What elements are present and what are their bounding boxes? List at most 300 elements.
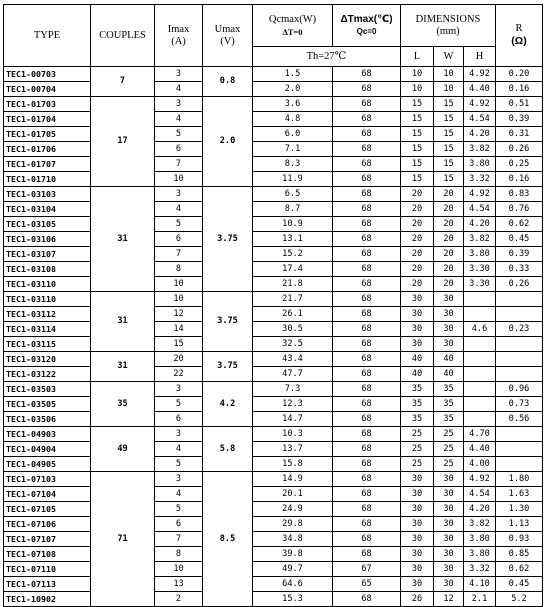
cell-height: 4.54	[464, 202, 496, 217]
cell-width: 30	[434, 472, 464, 487]
cell-qcmax: 49.7	[253, 562, 333, 577]
cell-imax: 10	[155, 277, 203, 292]
dim-header-length: L	[401, 47, 434, 67]
table-row	[4, 397, 543, 412]
table-row	[4, 277, 543, 292]
cell-height: 3.82	[464, 142, 496, 157]
cell-height: 4.54	[464, 112, 496, 127]
cell-type: TEC1-07104	[4, 487, 91, 502]
cell-resistance: 0.16	[496, 82, 543, 97]
table-row	[4, 442, 543, 457]
cell-qcmax: 7.1	[253, 142, 333, 157]
cell-imax: 4	[155, 487, 203, 502]
cell-umax: 4.2	[203, 382, 253, 427]
cell-height: 3.80	[464, 157, 496, 172]
cell-length: 30	[401, 502, 434, 517]
cell-width: 30	[434, 547, 464, 562]
cell-width: 12	[434, 592, 464, 607]
table-row	[4, 112, 543, 127]
cell-dtmax: 68	[333, 217, 401, 232]
cell-dtmax: 68	[333, 322, 401, 337]
cell-width: 20	[434, 217, 464, 232]
cell-height: 4.6	[464, 322, 496, 337]
cell-qcmax: 64.6	[253, 577, 333, 592]
cell-dtmax: 68	[333, 187, 401, 202]
cell-couples: 7	[91, 67, 155, 97]
cell-width: 35	[434, 397, 464, 412]
cell-length: 20	[401, 202, 434, 217]
cell-dtmax: 68	[333, 277, 401, 292]
cell-dtmax: 68	[333, 292, 401, 307]
cell-dtmax: 67	[333, 562, 401, 577]
table-row	[4, 547, 543, 562]
cell-qcmax: 34.8	[253, 532, 333, 547]
cell-dtmax: 68	[333, 397, 401, 412]
cell-resistance: 1.13	[496, 517, 543, 532]
cell-dtmax: 68	[333, 262, 401, 277]
cell-length: 26	[401, 592, 434, 607]
cell-length: 30	[401, 532, 434, 547]
cell-imax: 8	[155, 262, 203, 277]
cell-dtmax: 68	[333, 502, 401, 517]
cell-imax: 3	[155, 427, 203, 442]
dtmax-condition: Qc=0	[356, 26, 377, 36]
cell-dtmax: 68	[333, 427, 401, 442]
cell-type: TEC1-03106	[4, 232, 91, 247]
cell-height: 3.32	[464, 172, 496, 187]
cell-height: 3.80	[464, 247, 496, 262]
cell-length: 25	[401, 442, 434, 457]
cell-length: 35	[401, 397, 434, 412]
cell-qcmax: 14.9	[253, 472, 333, 487]
cell-dtmax: 68	[333, 547, 401, 562]
cell-imax: 10	[155, 292, 203, 307]
table-row	[4, 202, 543, 217]
cell-type: TEC1-01705	[4, 127, 91, 142]
cell-resistance: 0.83	[496, 187, 543, 202]
cell-umax: 8.5	[203, 472, 253, 607]
cell-qcmax: 39.8	[253, 547, 333, 562]
cell-type: TEC1-03110	[4, 277, 91, 292]
table-row	[4, 217, 543, 232]
table-row	[4, 142, 543, 157]
cell-type: TEC1-00704	[4, 82, 91, 97]
table-row	[4, 262, 543, 277]
cell-dtmax: 68	[333, 82, 401, 97]
cell-type: TEC1-07105	[4, 502, 91, 517]
cell-height: 4.00	[464, 457, 496, 472]
cell-height: 4.40	[464, 442, 496, 457]
resistance-unit: (Ω)	[511, 35, 527, 47]
cell-length: 35	[401, 412, 434, 427]
table-row	[4, 127, 543, 142]
table-row	[4, 322, 543, 337]
cell-qcmax: 10.3	[253, 427, 333, 442]
cell-imax: 4	[155, 82, 203, 97]
cell-width: 15	[434, 97, 464, 112]
cell-width: 30	[434, 532, 464, 547]
cell-type: TEC1-03503	[4, 382, 91, 397]
cell-height: 4.92	[464, 472, 496, 487]
cell-type: TEC1-03108	[4, 262, 91, 277]
cell-height	[464, 367, 496, 382]
cell-dtmax: 68	[333, 517, 401, 532]
cell-dtmax: 68	[333, 382, 401, 397]
cell-resistance: 0.96	[496, 382, 543, 397]
cell-type: TEC1-07103	[4, 472, 91, 487]
cell-height: 3.30	[464, 277, 496, 292]
cell-resistance: 0.45	[496, 577, 543, 592]
cell-imax: 6	[155, 517, 203, 532]
cell-dtmax: 68	[333, 172, 401, 187]
cell-qcmax: 30.5	[253, 322, 333, 337]
cell-length: 10	[401, 82, 434, 97]
cell-type: TEC1-01704	[4, 112, 91, 127]
col-header-type: TYPE	[4, 5, 91, 67]
cell-width: 15	[434, 112, 464, 127]
cell-width: 20	[434, 232, 464, 247]
dtmax-label: ΔTmax(℃)	[340, 13, 393, 25]
cell-length: 20	[401, 277, 434, 292]
cell-umax: 3.75	[203, 187, 253, 292]
cell-imax: 3	[155, 67, 203, 82]
cell-length: 30	[401, 472, 434, 487]
cell-type: TEC1-10902	[4, 592, 91, 607]
cell-length: 30	[401, 547, 434, 562]
cell-couples: 49	[91, 427, 155, 472]
cell-type: TEC1-00703	[4, 67, 91, 82]
cell-imax: 3	[155, 97, 203, 112]
cell-resistance: 0.39	[496, 112, 543, 127]
cell-width: 10	[434, 67, 464, 82]
cell-imax: 5	[155, 217, 203, 232]
cell-width: 25	[434, 442, 464, 457]
cell-type: TEC1-03104	[4, 202, 91, 217]
table-row	[4, 82, 543, 97]
cell-type: TEC1-03122	[4, 367, 91, 382]
table-row	[4, 487, 543, 502]
cell-qcmax: 20.1	[253, 487, 333, 502]
cell-resistance: 0.25	[496, 157, 543, 172]
cell-dtmax: 68	[333, 157, 401, 172]
cell-resistance: 0.45	[496, 232, 543, 247]
table-row	[4, 592, 543, 607]
cell-qcmax: 43.4	[253, 352, 333, 367]
cell-height: 4.20	[464, 217, 496, 232]
table-row	[4, 502, 543, 517]
cell-resistance: 1.80	[496, 472, 543, 487]
cell-resistance	[496, 307, 543, 322]
cell-couples: 31	[91, 352, 155, 382]
cell-umax: 2.0	[203, 97, 253, 187]
cell-width: 20	[434, 262, 464, 277]
cell-dtmax: 68	[333, 487, 401, 502]
cell-type: TEC1-03107	[4, 247, 91, 262]
cell-width: 15	[434, 157, 464, 172]
cell-width: 30	[434, 577, 464, 592]
cell-height: 3.82	[464, 517, 496, 532]
cell-qcmax: 32.5	[253, 337, 333, 352]
cell-length: 15	[401, 97, 434, 112]
cell-qcmax: 47.7	[253, 367, 333, 382]
cell-dtmax: 68	[333, 442, 401, 457]
cell-length: 15	[401, 127, 434, 142]
cell-imax: 3	[155, 382, 203, 397]
table-row	[4, 292, 543, 307]
table-row	[4, 517, 543, 532]
cell-height: 4.20	[464, 502, 496, 517]
cell-couples: 71	[91, 472, 155, 607]
cell-qcmax: 10.9	[253, 217, 333, 232]
cell-qcmax: 15.3	[253, 592, 333, 607]
cell-width: 10	[434, 82, 464, 97]
cell-height: 3.32	[464, 562, 496, 577]
cell-height: 2.1	[464, 592, 496, 607]
cell-qcmax: 26.1	[253, 307, 333, 322]
cell-type: TEC1-07107	[4, 532, 91, 547]
cell-type: TEC1-03103	[4, 187, 91, 202]
cell-qcmax: 13.1	[253, 232, 333, 247]
cell-length: 25	[401, 427, 434, 442]
cell-imax: 13	[155, 577, 203, 592]
cell-height: 4.54	[464, 487, 496, 502]
cell-resistance: 1.63	[496, 487, 543, 502]
cell-width: 20	[434, 187, 464, 202]
col-header-dtmax	[333, 5, 401, 47]
cell-height: 4.92	[464, 187, 496, 202]
table-row	[4, 472, 543, 487]
cell-couples: 31	[91, 187, 155, 292]
cell-height: 4.92	[464, 97, 496, 112]
col-header-resistance	[496, 5, 543, 67]
cell-dtmax: 68	[333, 337, 401, 352]
cell-length: 20	[401, 187, 434, 202]
cell-imax: 7	[155, 247, 203, 262]
cell-dtmax: 68	[333, 532, 401, 547]
cell-qcmax: 14.7	[253, 412, 333, 427]
spec-table-container	[3, 4, 543, 607]
cell-qcmax: 17.4	[253, 262, 333, 277]
cell-width: 15	[434, 127, 464, 142]
cell-qcmax: 7.3	[253, 382, 333, 397]
table-row	[4, 172, 543, 187]
imax-label: Imax	[167, 23, 190, 35]
cell-dtmax: 68	[333, 592, 401, 607]
cell-length: 20	[401, 217, 434, 232]
cell-resistance: 0.26	[496, 277, 543, 292]
cell-length: 30	[401, 487, 434, 502]
cell-height: 4.92	[464, 67, 496, 82]
cell-couples: 35	[91, 382, 155, 427]
cell-imax: 3	[155, 187, 203, 202]
cell-height: 4.20	[464, 127, 496, 142]
cell-imax: 12	[155, 307, 203, 322]
cell-height	[464, 307, 496, 322]
cell-length: 15	[401, 157, 434, 172]
cell-type: TEC1-03114	[4, 322, 91, 337]
cell-qcmax: 15.8	[253, 457, 333, 472]
table-row	[4, 577, 543, 592]
cell-width: 30	[434, 292, 464, 307]
cell-type: TEC1-04904	[4, 442, 91, 457]
cell-resistance: 0.85	[496, 547, 543, 562]
cell-couples: 17	[91, 97, 155, 187]
cell-type: TEC1-07113	[4, 577, 91, 592]
cell-length: 20	[401, 247, 434, 262]
umax-unit: (V)	[220, 35, 235, 47]
cell-dtmax: 68	[333, 232, 401, 247]
cell-qcmax: 8.3	[253, 157, 333, 172]
cell-width: 30	[434, 487, 464, 502]
cell-length: 15	[401, 142, 434, 157]
cell-width: 35	[434, 412, 464, 427]
cell-width: 25	[434, 427, 464, 442]
cell-length: 20	[401, 232, 434, 247]
cell-type: TEC1-03115	[4, 337, 91, 352]
cell-width: 30	[434, 322, 464, 337]
cell-length: 30	[401, 292, 434, 307]
cell-dtmax: 68	[333, 142, 401, 157]
cell-imax: 4	[155, 112, 203, 127]
cell-width: 20	[434, 202, 464, 217]
cell-width: 40	[434, 352, 464, 367]
col-header-dimensions	[401, 5, 496, 47]
cell-type: TEC1-01706	[4, 142, 91, 157]
cell-resistance: 0.62	[496, 217, 543, 232]
cell-dtmax: 68	[333, 247, 401, 262]
cell-length: 30	[401, 322, 434, 337]
cell-imax: 5	[155, 457, 203, 472]
cell-imax: 20	[155, 352, 203, 367]
cell-length: 40	[401, 367, 434, 382]
cell-umax: 3.75	[203, 352, 253, 382]
cell-imax: 15	[155, 337, 203, 352]
cell-width: 30	[434, 307, 464, 322]
cell-width: 20	[434, 277, 464, 292]
cell-qcmax: 6.5	[253, 187, 333, 202]
cell-dtmax: 68	[333, 112, 401, 127]
cell-qcmax: 21.8	[253, 277, 333, 292]
cell-imax: 22	[155, 367, 203, 382]
cell-qcmax: 4.8	[253, 112, 333, 127]
cell-resistance	[496, 352, 543, 367]
cell-couples: 31	[91, 292, 155, 352]
col-header-qcmax	[253, 5, 333, 47]
cell-height: 3.30	[464, 262, 496, 277]
cell-resistance: 0.73	[496, 397, 543, 412]
cell-length: 30	[401, 307, 434, 322]
resistance-label: R	[515, 23, 523, 34]
dim-header-height: H	[464, 47, 496, 67]
umax-label: Umax	[214, 23, 241, 35]
cell-imax: 6	[155, 142, 203, 157]
cell-resistance: 0.51	[496, 97, 543, 112]
cell-dtmax: 65	[333, 577, 401, 592]
cell-resistance: 0.93	[496, 532, 543, 547]
table-row	[4, 337, 543, 352]
cell-qcmax: 15.2	[253, 247, 333, 262]
cell-imax: 7	[155, 157, 203, 172]
qcmax-label: Qcmax(W)	[268, 13, 317, 25]
cell-qcmax: 1.5	[253, 67, 333, 82]
table-row	[4, 247, 543, 262]
table-row	[4, 157, 543, 172]
table-row	[4, 562, 543, 577]
cell-width: 40	[434, 367, 464, 382]
cell-qcmax: 13.7	[253, 442, 333, 457]
cell-resistance: 5.2	[496, 592, 543, 607]
cell-imax: 8	[155, 547, 203, 562]
cell-resistance: 0.26	[496, 142, 543, 157]
cell-imax: 4	[155, 202, 203, 217]
cell-type: TEC1-03105	[4, 217, 91, 232]
table-row	[4, 382, 543, 397]
cell-resistance: 0.33	[496, 262, 543, 277]
cell-qcmax: 12.3	[253, 397, 333, 412]
cell-type: TEC1-03110	[4, 292, 91, 307]
cell-width: 20	[434, 247, 464, 262]
table-row	[4, 427, 543, 442]
cell-height: 4.10	[464, 577, 496, 592]
cell-resistance	[496, 427, 543, 442]
cell-dtmax: 68	[333, 412, 401, 427]
cell-height	[464, 412, 496, 427]
col-header-imax	[155, 5, 203, 67]
cell-imax: 10	[155, 172, 203, 187]
cell-resistance: 0.62	[496, 562, 543, 577]
cell-length: 20	[401, 262, 434, 277]
dim-header-width: W	[434, 47, 464, 67]
hot-side-temp-header: Th=27℃	[253, 47, 401, 67]
cell-dtmax: 68	[333, 202, 401, 217]
cell-resistance: 0.39	[496, 247, 543, 262]
cell-dtmax: 68	[333, 127, 401, 142]
cell-imax: 14	[155, 322, 203, 337]
cell-type: TEC1-07106	[4, 517, 91, 532]
table-row	[4, 352, 543, 367]
cell-resistance: 0.31	[496, 127, 543, 142]
cell-resistance	[496, 442, 543, 457]
table-row	[4, 187, 543, 202]
cell-width: 30	[434, 562, 464, 577]
cell-umax: 0.8	[203, 67, 253, 97]
cell-resistance: 0.20	[496, 67, 543, 82]
table-row	[4, 97, 543, 112]
cell-height: 3.82	[464, 232, 496, 247]
cell-length: 15	[401, 172, 434, 187]
cell-imax: 5	[155, 127, 203, 142]
cell-type: TEC1-01710	[4, 172, 91, 187]
cell-imax: 5	[155, 397, 203, 412]
cell-imax: 6	[155, 412, 203, 427]
cell-height	[464, 292, 496, 307]
cell-height: 3.80	[464, 532, 496, 547]
cell-dtmax: 68	[333, 307, 401, 322]
cell-imax: 6	[155, 232, 203, 247]
cell-qcmax: 21.7	[253, 292, 333, 307]
cell-resistance: 1.30	[496, 502, 543, 517]
cell-type: TEC1-01703	[4, 97, 91, 112]
cell-dtmax: 68	[333, 457, 401, 472]
cell-type: TEC1-03506	[4, 412, 91, 427]
tec-spec-table	[3, 4, 543, 607]
cell-height	[464, 397, 496, 412]
cell-length: 15	[401, 112, 434, 127]
cell-qcmax: 29.8	[253, 517, 333, 532]
cell-height: 4.40	[464, 82, 496, 97]
cell-type: TEC1-03505	[4, 397, 91, 412]
dimensions-unit: (mm)	[436, 25, 460, 37]
